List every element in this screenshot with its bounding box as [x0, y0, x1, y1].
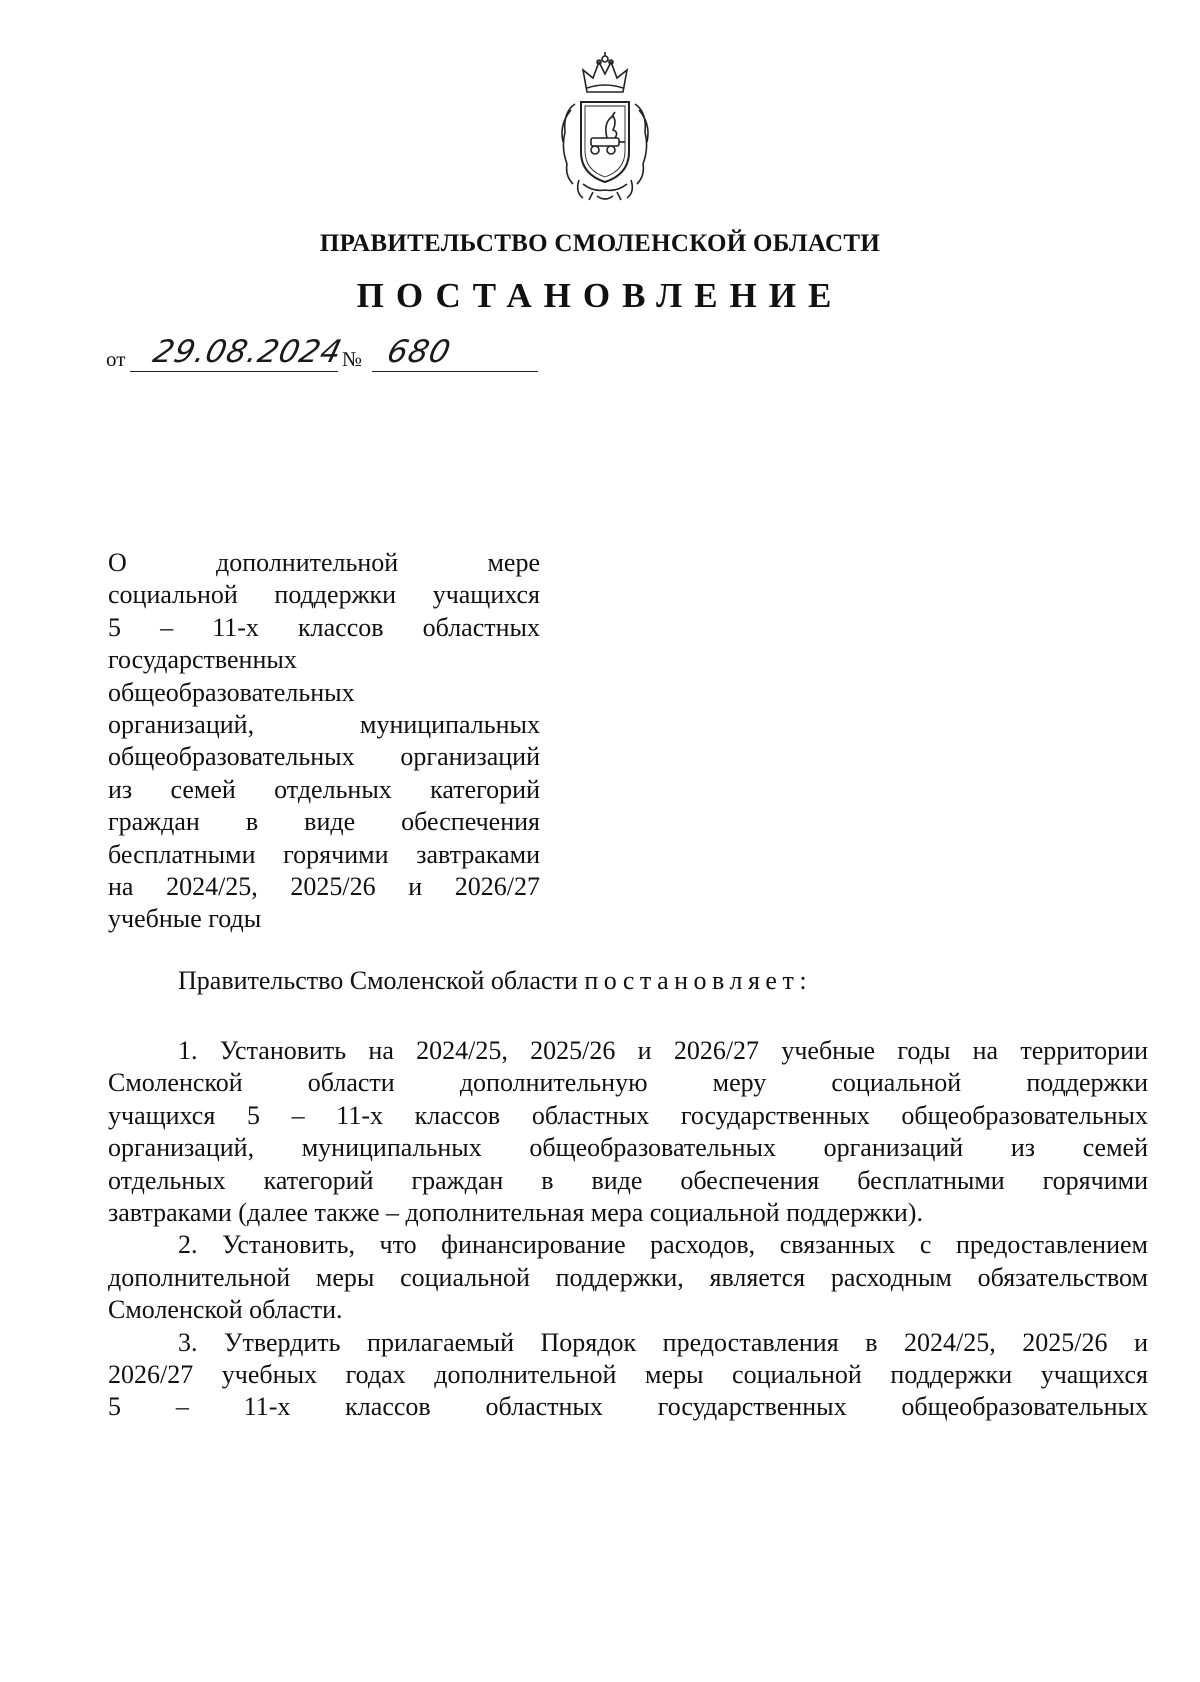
subject-line: бесплатными горячими завтраками — [108, 839, 540, 869]
preamble-resolves: постановляет: — [584, 966, 813, 995]
item-3-line: 3. Утвердить прилагаемый Порядок предоставления в 2024/25, 2025/26 и — [178, 1327, 1148, 1357]
date-number-line — [106, 334, 546, 380]
item-2-line: дополнительной меры социальной поддержки, является расходным обязательством — [108, 1262, 1148, 1292]
handwritten-date: 29.08.2024 — [149, 334, 346, 370]
item-2-line: Смоленской области. — [108, 1295, 343, 1325]
item-3-line: 2026/27 учебных годах дополнительной меры социальной поддержки учащихся — [108, 1360, 1148, 1390]
item-2-line: 2. Установить, что финансирование расходов, связанных с предоставлением — [178, 1230, 1148, 1260]
number-label: № — [342, 347, 363, 371]
item-1-line: отдельных категорий граждан в виде обеспечения бесплатными горячими — [108, 1165, 1148, 1195]
document-subject — [108, 547, 540, 936]
date-underline — [130, 371, 338, 372]
subject-line: социальной поддержки учащихся — [108, 580, 540, 610]
subject-line: общеобразовательных — [108, 677, 355, 707]
preamble — [178, 965, 812, 997]
handwritten-number: 680 — [383, 334, 455, 370]
subject-line: граждан в виде обеспечения — [108, 807, 540, 837]
item-1-line: организаций, муниципальных общеобразовательных организаций из семей — [108, 1133, 1148, 1163]
subject-line: 5 – 11-х классов областных — [108, 612, 540, 642]
document-type-title: ПОСТАНОВЛЕНИЕ — [356, 276, 844, 315]
item-1-line: Смоленской области дополнительную меру социальной поддержки — [108, 1068, 1148, 1098]
subject-line: общеобразовательных организаций — [108, 742, 540, 772]
preamble-text: Правительство Смоленской области — [178, 966, 578, 995]
item-1-line: завтраками (далее также – дополнительная мера социальной поддержки). — [108, 1198, 923, 1228]
subject-line: учебные годы — [108, 904, 262, 934]
item-1-line: учащихся 5 – 11-х классов областных государственных общеобразовательных — [108, 1100, 1148, 1130]
subject-line: О дополнительной мере — [108, 548, 540, 577]
number-underline — [372, 371, 538, 372]
date-prefix-label: от — [106, 347, 126, 371]
document-body — [108, 1035, 1148, 1424]
item-3-line: 5 – 11-х классов областных государственных общеобразовательных — [108, 1392, 1148, 1422]
subject-line: организаций, муниципальных — [108, 710, 540, 740]
coat-of-arms-emblem — [553, 52, 657, 204]
organization-name: ПРАВИТЕЛЬСТВО СМОЛЕНСКОЙ ОБЛАСТИ — [319, 230, 881, 257]
item-1-line: 1. Установить на 2024/25, 2025/26 и 2026/27 учебные годы на территории — [178, 1036, 1148, 1065]
subject-line: на 2024/25, 2025/26 и 2026/27 — [108, 872, 540, 902]
subject-line: из семей отдельных категорий — [108, 774, 540, 804]
subject-line: государственных — [108, 645, 297, 675]
